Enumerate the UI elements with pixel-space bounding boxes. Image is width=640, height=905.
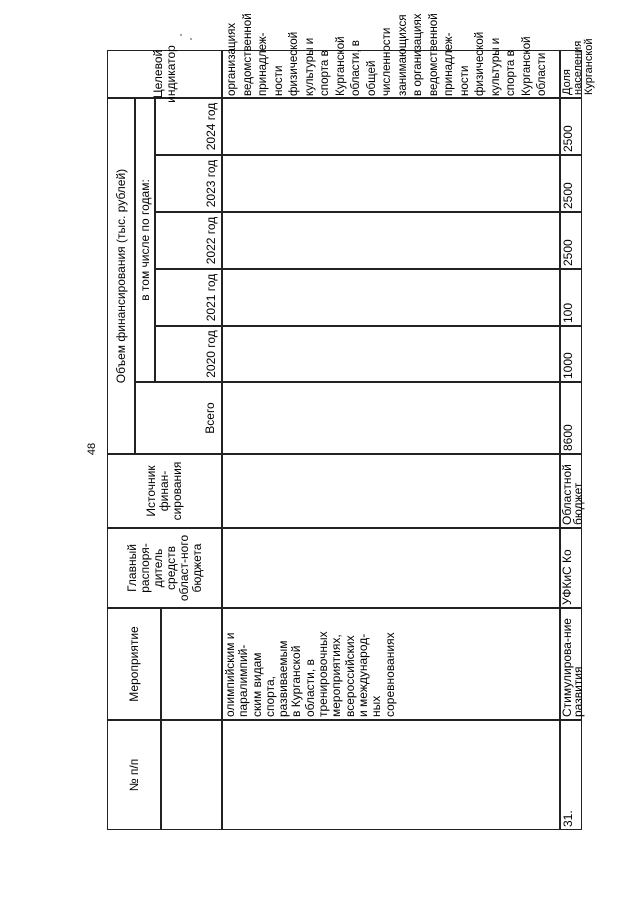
cont-indicator-line: Курганской xyxy=(333,36,347,96)
cont-indicator-line: физической xyxy=(287,31,300,96)
cont-indicator-line: физической xyxy=(473,31,486,96)
row31-2022: 2500 xyxy=(560,212,582,269)
header-year-2021: 2021 год xyxy=(155,269,222,326)
header-year-2024: 2024 год xyxy=(155,98,222,155)
row31-2020: 1000 xyxy=(560,326,582,382)
cont-2020-cell xyxy=(222,326,560,382)
cont-event-line: спорта, xyxy=(262,676,277,717)
header-year-2022: 2022 год xyxy=(155,212,222,269)
cont-event-cell xyxy=(222,608,560,720)
cont-indicator-line: Курганской xyxy=(519,36,533,96)
cont-indicator-line: области xyxy=(535,52,548,96)
header-event-lower xyxy=(161,608,222,720)
cont-indicator-line: ведомственной xyxy=(240,13,254,96)
header-funding: Объем финансирования (тыс. рублей) xyxy=(107,98,135,454)
cont-indicator-line: культуры и xyxy=(488,37,502,96)
cont-indicator-line: принадлеж- xyxy=(256,32,269,96)
row31-indicator: Доля населения Курганской xyxy=(560,50,582,98)
row31-total: 8600 xyxy=(560,382,582,454)
cont-indicator-line: численности xyxy=(380,27,393,96)
cont-indicator-text xyxy=(223,13,551,97)
cont-event-line: соревнованиях xyxy=(382,632,397,717)
cont-event-line: области, в xyxy=(302,659,317,717)
row31-source: Областной бюджет xyxy=(560,454,582,528)
header-num-lower xyxy=(161,720,222,830)
cont-event-line: тренировочных xyxy=(316,631,331,717)
cont-indicator-line: спорта в xyxy=(318,50,331,96)
cont-indicator-line: культуры и xyxy=(302,37,316,96)
cont-indicator-line: принадлеж- xyxy=(442,32,455,96)
header-by-year: в том числе по годам: xyxy=(135,98,155,382)
cont-event-line: олимпийским и xyxy=(223,632,237,717)
cont-indicator-cell xyxy=(222,13,560,98)
cont-event-line: ским видам xyxy=(249,652,264,717)
cont-2024-cell xyxy=(222,98,560,155)
header-total: Всего xyxy=(135,382,222,454)
cont-indicator-line: в организациях xyxy=(411,13,424,96)
cont-manager-cell xyxy=(222,528,560,608)
cont-event-line: ных xyxy=(369,695,384,717)
header-year-2020: 2020 год xyxy=(155,326,222,382)
cont-event-line: в Курганской xyxy=(289,645,304,717)
scan-speck xyxy=(180,34,182,36)
cont-indicator-line: ведомственной xyxy=(426,13,440,96)
row31-2023: 2500 xyxy=(560,155,582,212)
cont-event-line: развиваемым xyxy=(276,640,291,717)
cont-num-cell xyxy=(222,720,560,830)
cont-indicator-line: ности xyxy=(457,65,471,96)
funding-table xyxy=(107,13,595,830)
row31-2021: 100 xyxy=(560,269,582,326)
header-indicator-label: Целевой индикатор xyxy=(150,45,178,103)
header-indicator xyxy=(107,45,222,103)
cont-indicator-line: организациях xyxy=(225,22,238,96)
cont-total-cell xyxy=(222,382,560,454)
cont-2023-cell xyxy=(222,155,560,212)
page-number: 48 xyxy=(86,442,98,456)
scan-speck xyxy=(190,38,192,40)
header-event: Мероприятие xyxy=(107,608,161,720)
cont-indicator-line: спорта в xyxy=(504,50,517,96)
cont-indicator-line: области, в xyxy=(349,40,362,96)
row31-event: Стимулирова-ние развития xyxy=(560,608,582,720)
cont-event-line: всероссийских xyxy=(342,635,357,717)
cont-2022-cell xyxy=(222,212,560,269)
row31-manager: УФКиС Ко xyxy=(560,528,582,608)
cont-event-text xyxy=(223,609,398,719)
cont-indicator-line: занимающихся xyxy=(395,14,409,96)
cont-2021-cell xyxy=(222,269,560,326)
header-manager: Главный распоря-дитель средств област-ного бюджета xyxy=(107,528,222,608)
cont-event-line: мероприятиях, xyxy=(329,634,344,717)
cont-indicator-line: общей xyxy=(364,60,378,96)
header-num: № п/п xyxy=(107,720,161,830)
cont-event-line: и международ- xyxy=(355,633,370,717)
header-source: Источник финан-сирования xyxy=(107,454,222,528)
cont-event-line: паралимпий- xyxy=(236,644,251,717)
row31-2024: 2500 xyxy=(560,98,582,155)
header-year-2023: 2023 год xyxy=(155,155,222,212)
cont-indicator-line: ности xyxy=(271,65,285,96)
cont-source-cell xyxy=(222,454,560,528)
row31-num: 31. xyxy=(560,720,582,830)
